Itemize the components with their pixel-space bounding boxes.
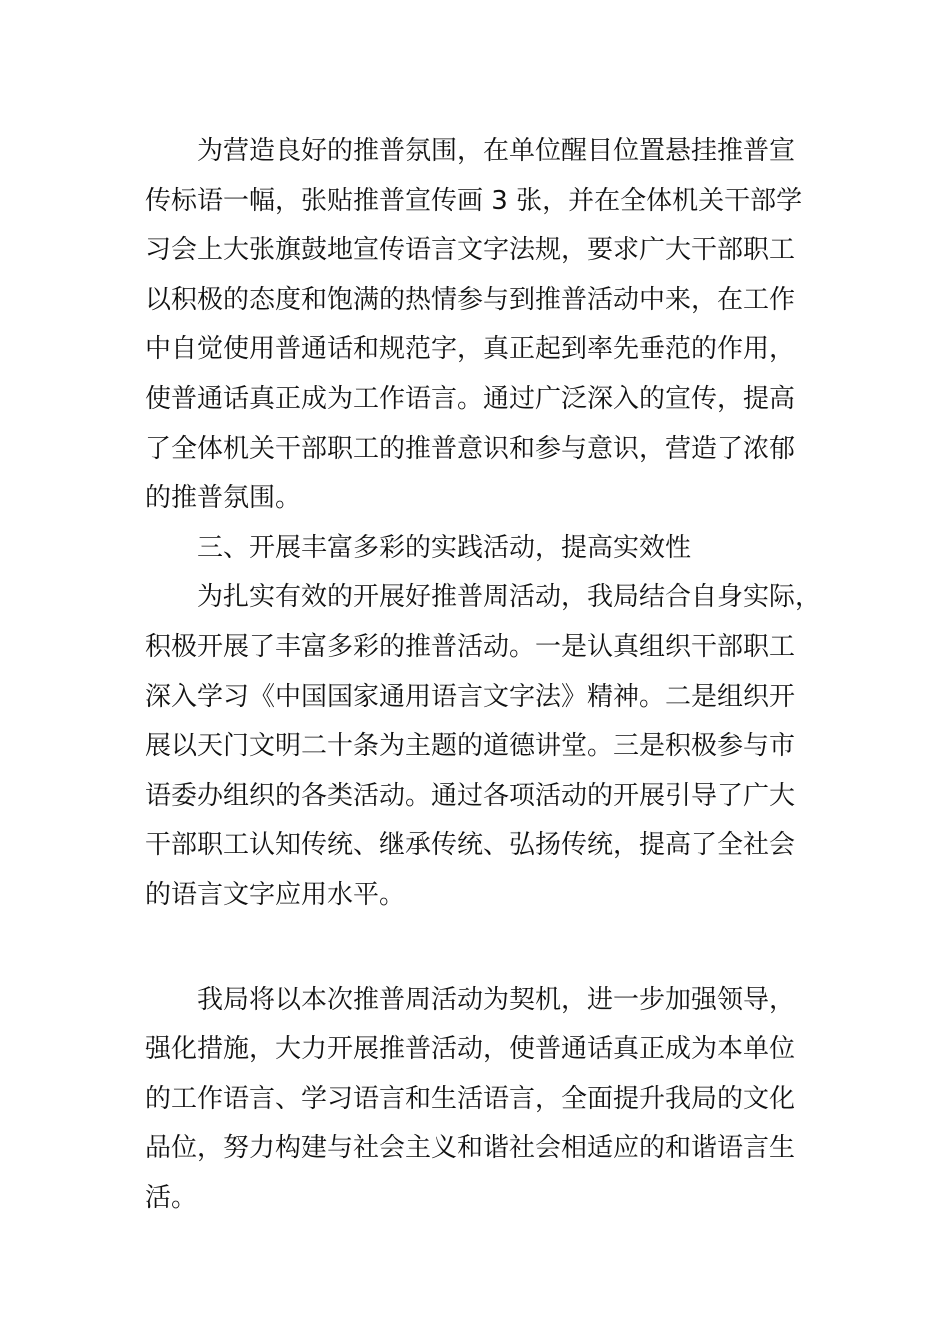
text-line: 使普通话真正成为工作语言。通过广泛深入的宣传，提高 [145, 383, 796, 414]
text-line: 了全体机关干部职工的推普意识和参与意识，营造了浓郁 [145, 433, 796, 464]
paragraph-publicity [145, 127, 825, 524]
text-line: 积极开展了丰富多彩的推普活动。一是认真组织干部职工 [145, 631, 796, 662]
text-line: 中自觉使用普通话和规范字，真正起到率先垂范的作用， [145, 334, 796, 365]
text-line: 以积极的态度和饱满的热情参与到推普活动中来，在工作 [145, 284, 796, 315]
paragraph-spacer [145, 921, 825, 976]
text-line: 的推普氛围。 [145, 483, 302, 514]
text-line: 深入学习《中国国家通用语言文字法》精神。二是组织开 [145, 681, 796, 712]
paragraph-conclusion [145, 976, 825, 1224]
text-line: 习会上大张旗鼓地宣传语言文字法规，要求广大干部职工 [145, 235, 796, 266]
text-line: 为扎实有效的开展好推普周活动，我局结合自身实际， [197, 582, 822, 613]
text-line: 展以天门文明二十条为主题的道德讲堂。三是积极参与市 [145, 731, 796, 762]
paragraph-activities [145, 573, 825, 920]
text-line: 活。 [145, 1182, 198, 1213]
text-line: 的工作语言、学习语言和生活语言，全面提升我局的文化 [145, 1083, 796, 1114]
text-line: 为营造良好的推普氛围，在单位醒目位置悬挂推普宣 [197, 136, 796, 166]
text-line: 干部职工认知传统、继承传统、弘扬传统，提高了全社会 [145, 830, 796, 861]
text-line: 的语言文字应用水平。 [145, 879, 406, 910]
text-line: 强化措施，大力开展推普活动，使普通话真正成为本单位 [145, 1034, 796, 1065]
text-line: 品位，努力构建与社会主义和谐社会相适应的和谐语言生 [145, 1133, 796, 1164]
text-line: 语委办组织的各类活动。通过各项活动的开展引导了广大 [145, 780, 796, 811]
section-heading-3: 三、开展丰富多彩的实践活动，提高实效性 [197, 532, 692, 563]
text-line: 我局将以本次推普周活动为契机，进一步加强领导， [197, 984, 796, 1015]
text-line: 传标语一幅，张贴推普宣传画 3 张，并在全体机关干部学 [145, 185, 803, 216]
document-body [145, 127, 825, 1223]
